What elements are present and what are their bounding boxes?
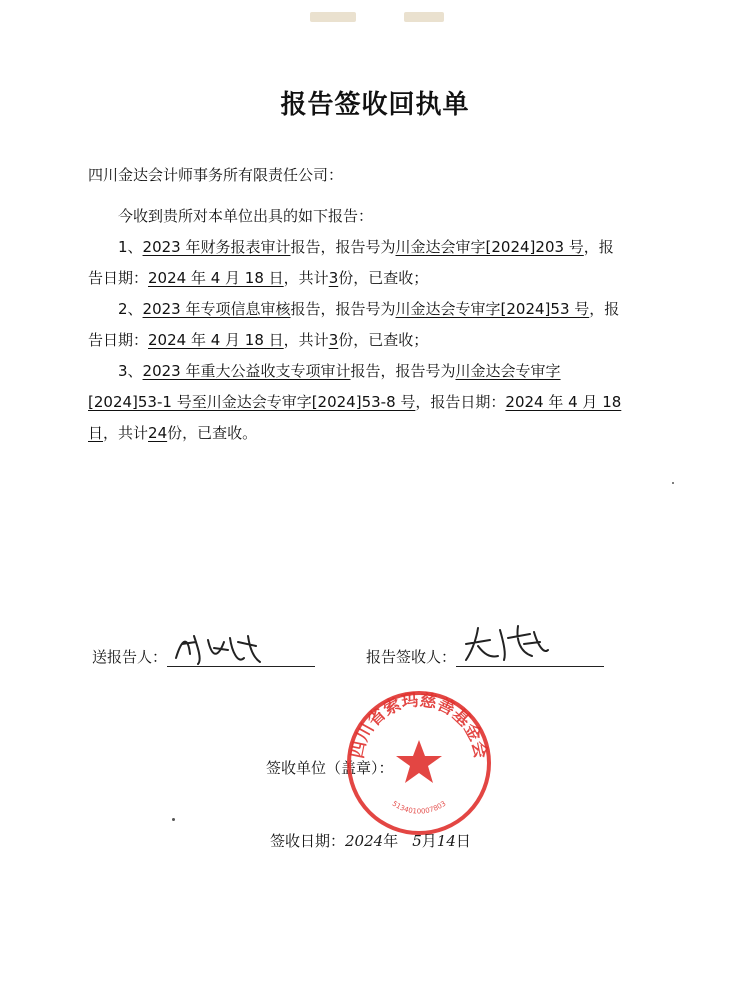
signing-date-label: 签收日期： xyxy=(270,832,346,850)
item-text: ，共计 xyxy=(103,424,149,442)
addressee: 四川金达会计师事务所有限责任公司： xyxy=(88,166,344,184)
report-item-3 xyxy=(88,356,628,449)
sender-signature xyxy=(168,628,268,668)
scan-artifact xyxy=(404,12,444,22)
report-name: 2023 年重大公益收支专项审计 xyxy=(142,362,351,380)
item-index: 1、 xyxy=(118,238,143,256)
report-count: 3 xyxy=(328,331,339,349)
item-index: 2、 xyxy=(118,300,143,318)
report-number: 川金达会专审字[2024]53 号 xyxy=(395,300,590,318)
signing-date-year: 2024 xyxy=(345,832,384,850)
scan-speck xyxy=(172,818,175,821)
seal-star-icon xyxy=(396,740,442,783)
item-text: 份，已查收； xyxy=(338,269,429,287)
report-date: 2024 年 4 月 18 日 xyxy=(148,269,284,287)
item-text: 报告，报告号为 xyxy=(290,238,396,256)
item-text: ，共计 xyxy=(283,269,329,287)
receiver-signature xyxy=(460,620,550,664)
signing-date-row xyxy=(270,830,471,851)
report-count: 24 xyxy=(148,424,168,442)
item-text: ，报告日期： xyxy=(88,238,614,287)
month-suffix: 月 xyxy=(421,832,437,850)
report-item-1 xyxy=(88,232,628,294)
scan-speck xyxy=(672,482,674,484)
organization-seal xyxy=(344,688,494,838)
seal-number: 5134010007803 xyxy=(390,799,448,816)
item-text: ，报告日期： xyxy=(415,393,506,411)
item-text: 份，已查收； xyxy=(338,331,429,349)
report-list xyxy=(88,201,628,449)
report-name: 2023 年财务报表审计 xyxy=(142,238,291,256)
year-suffix: 年 xyxy=(383,832,399,850)
report-date: 2024 年 4 月 18 日 xyxy=(88,393,622,442)
receiver-label: 报告签收人： xyxy=(366,648,457,666)
signing-date-month: 5 xyxy=(412,832,422,850)
seal-text: 四川省索玛慈善基金会 xyxy=(347,690,491,761)
sender-label: 送报告人： xyxy=(92,648,168,666)
item-text: ，报告日期： xyxy=(88,300,620,349)
item-index: 3、 xyxy=(118,362,143,380)
document-title: 报告签收回执单 xyxy=(280,90,470,120)
report-date: 2024 年 4 月 18 日 xyxy=(148,331,284,349)
signing-date-day: 14 xyxy=(436,832,456,850)
scan-artifact xyxy=(310,12,356,22)
signing-unit-label: 签收单位（盖章）： xyxy=(266,759,394,777)
report-count: 3 xyxy=(328,269,339,287)
item-text: 报告，报告号为 xyxy=(350,362,456,380)
item-text: 份，已查收。 xyxy=(167,424,258,442)
day-suffix: 日 xyxy=(455,832,471,850)
report-number: 川金达会审字[2024]203 号 xyxy=(395,238,584,256)
report-name: 2023 年专项信息审核 xyxy=(142,300,291,318)
report-item-2 xyxy=(88,294,628,356)
intro-text: 今收到贵所对本单位出具的如下报告： xyxy=(118,207,374,225)
report-number: 川金达会专审字[2024]53-1 号至川金达会专审字[2024]53-8 号 xyxy=(88,362,561,411)
item-text: ，共计 xyxy=(283,331,329,349)
item-text: 报告，报告号为 xyxy=(290,300,396,318)
